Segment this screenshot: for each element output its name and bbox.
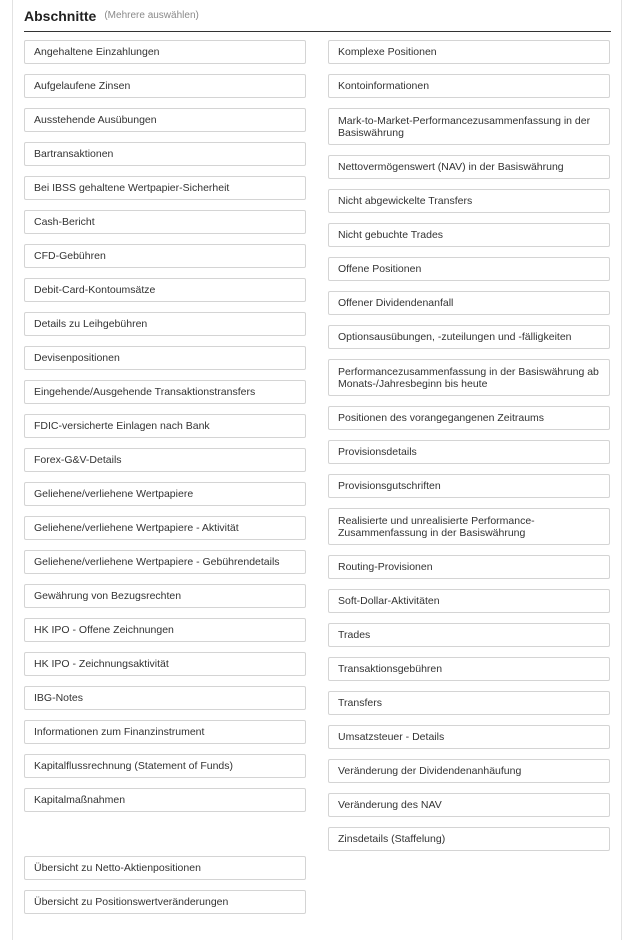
section-option[interactable]: Trades (328, 623, 610, 647)
section-option[interactable]: Gewährung von Bezugsrechten (24, 584, 306, 608)
section-option[interactable]: Bartransaktionen (24, 142, 306, 166)
section-option[interactable]: Kapitalflussrechnung (Statement of Funds) (24, 754, 306, 778)
section-option[interactable]: Übersicht zu Netto-Aktienpositionen (24, 856, 306, 880)
section-option[interactable]: Kontoinformationen (328, 74, 610, 98)
section-option[interactable]: IBG-Notes (24, 686, 306, 710)
section-option[interactable]: Veränderung des NAV (328, 793, 610, 817)
section-option[interactable]: Details zu Leihgebühren (24, 312, 306, 336)
section-option[interactable]: Forex-G&V-Details (24, 448, 306, 472)
section-option[interactable]: FDIC-versicherte Einlagen nach Bank (24, 414, 306, 438)
section-option[interactable]: Informationen zum Finanzinstrument (24, 720, 306, 744)
section-option[interactable]: Offene Positionen (328, 257, 610, 281)
section-option[interactable]: Transaktionsgebühren (328, 657, 610, 681)
section-option[interactable]: CFD-Gebühren (24, 244, 306, 268)
section-option[interactable]: Soft-Dollar-Aktivitäten (328, 589, 610, 613)
section-option[interactable]: Performancezusammenfassung in der Basiswährung ab Monats-/Jahresbeginn bis heute (328, 359, 610, 396)
section-option[interactable]: Ausstehende Ausübungen (24, 108, 306, 132)
section-option[interactable]: Geliehene/verliehene Wertpapiere - Aktivität (24, 516, 306, 540)
section-option[interactable]: Veränderung der Dividendenanhäufung (328, 759, 610, 783)
section-option[interactable]: Provisionsgutschriften (328, 474, 610, 498)
section-option[interactable]: Angehaltene Einzahlungen (24, 40, 306, 64)
section-option[interactable]: Nettovermögenswert (NAV) in der Basiswährung (328, 155, 610, 179)
section-option[interactable]: Umsatzsteuer - Details (328, 725, 610, 749)
section-option[interactable]: Geliehene/verliehene Wertpapiere - Gebührendetails (24, 550, 306, 574)
sections-subtitle: (Mehrere auswählen) (104, 10, 199, 21)
sections-title: Abschnitte (24, 7, 97, 24)
section-option[interactable]: Bei IBSS gehaltene Wertpapier-Sicherheit (24, 176, 306, 200)
section-option[interactable]: Realisierte und unrealisierte Performance-Zusammenfassung in der Basiswährung (328, 508, 610, 545)
section-option[interactable]: Routing-Provisionen (328, 555, 610, 579)
section-option[interactable]: Komplexe Positionen (328, 40, 610, 64)
section-option[interactable]: Debit-Card-Kontoumsätze (24, 278, 306, 302)
section-option[interactable]: HK IPO - Zeichnungsaktivität (24, 652, 306, 676)
section-option[interactable]: Geliehene/verliehene Wertpapiere (24, 482, 306, 506)
section-option[interactable]: Zinsdetails (Staffelung) (328, 827, 610, 851)
section-option[interactable]: Positionen des vorangegangenen Zeitraums (328, 406, 610, 430)
section-option[interactable]: Offener Dividendenanfall (328, 291, 610, 315)
section-option[interactable]: Provisionsdetails (328, 440, 610, 464)
sections-header (24, 0, 611, 32)
section-option[interactable]: HK IPO - Offene Zeichnungen (24, 618, 306, 642)
section-option[interactable]: Übersicht zu Positionswertveränderungen (24, 890, 306, 914)
sections-panel (12, 0, 622, 940)
section-option[interactable]: Nicht abgewickelte Transfers (328, 189, 610, 213)
section-option[interactable]: Transfers (328, 691, 610, 715)
section-option[interactable]: Optionsausübungen, -zuteilungen und -fälligkeiten (328, 325, 610, 349)
section-option[interactable]: Devisenpositionen (24, 346, 306, 370)
section-option[interactable]: Aufgelaufene Zinsen (24, 74, 306, 98)
section-option[interactable]: Nicht gebuchte Trades (328, 223, 610, 247)
section-option[interactable]: Cash-Bericht (24, 210, 306, 234)
column-spacer (24, 822, 306, 846)
section-option[interactable]: Mark-to-Market-Performancezusammenfassung in der Basiswährung (328, 108, 610, 145)
right-column (328, 40, 610, 861)
left-column (24, 40, 306, 924)
section-option[interactable]: Eingehende/Ausgehende Transaktionstransfers (24, 380, 306, 404)
section-option[interactable]: Kapitalmaßnahmen (24, 788, 306, 812)
